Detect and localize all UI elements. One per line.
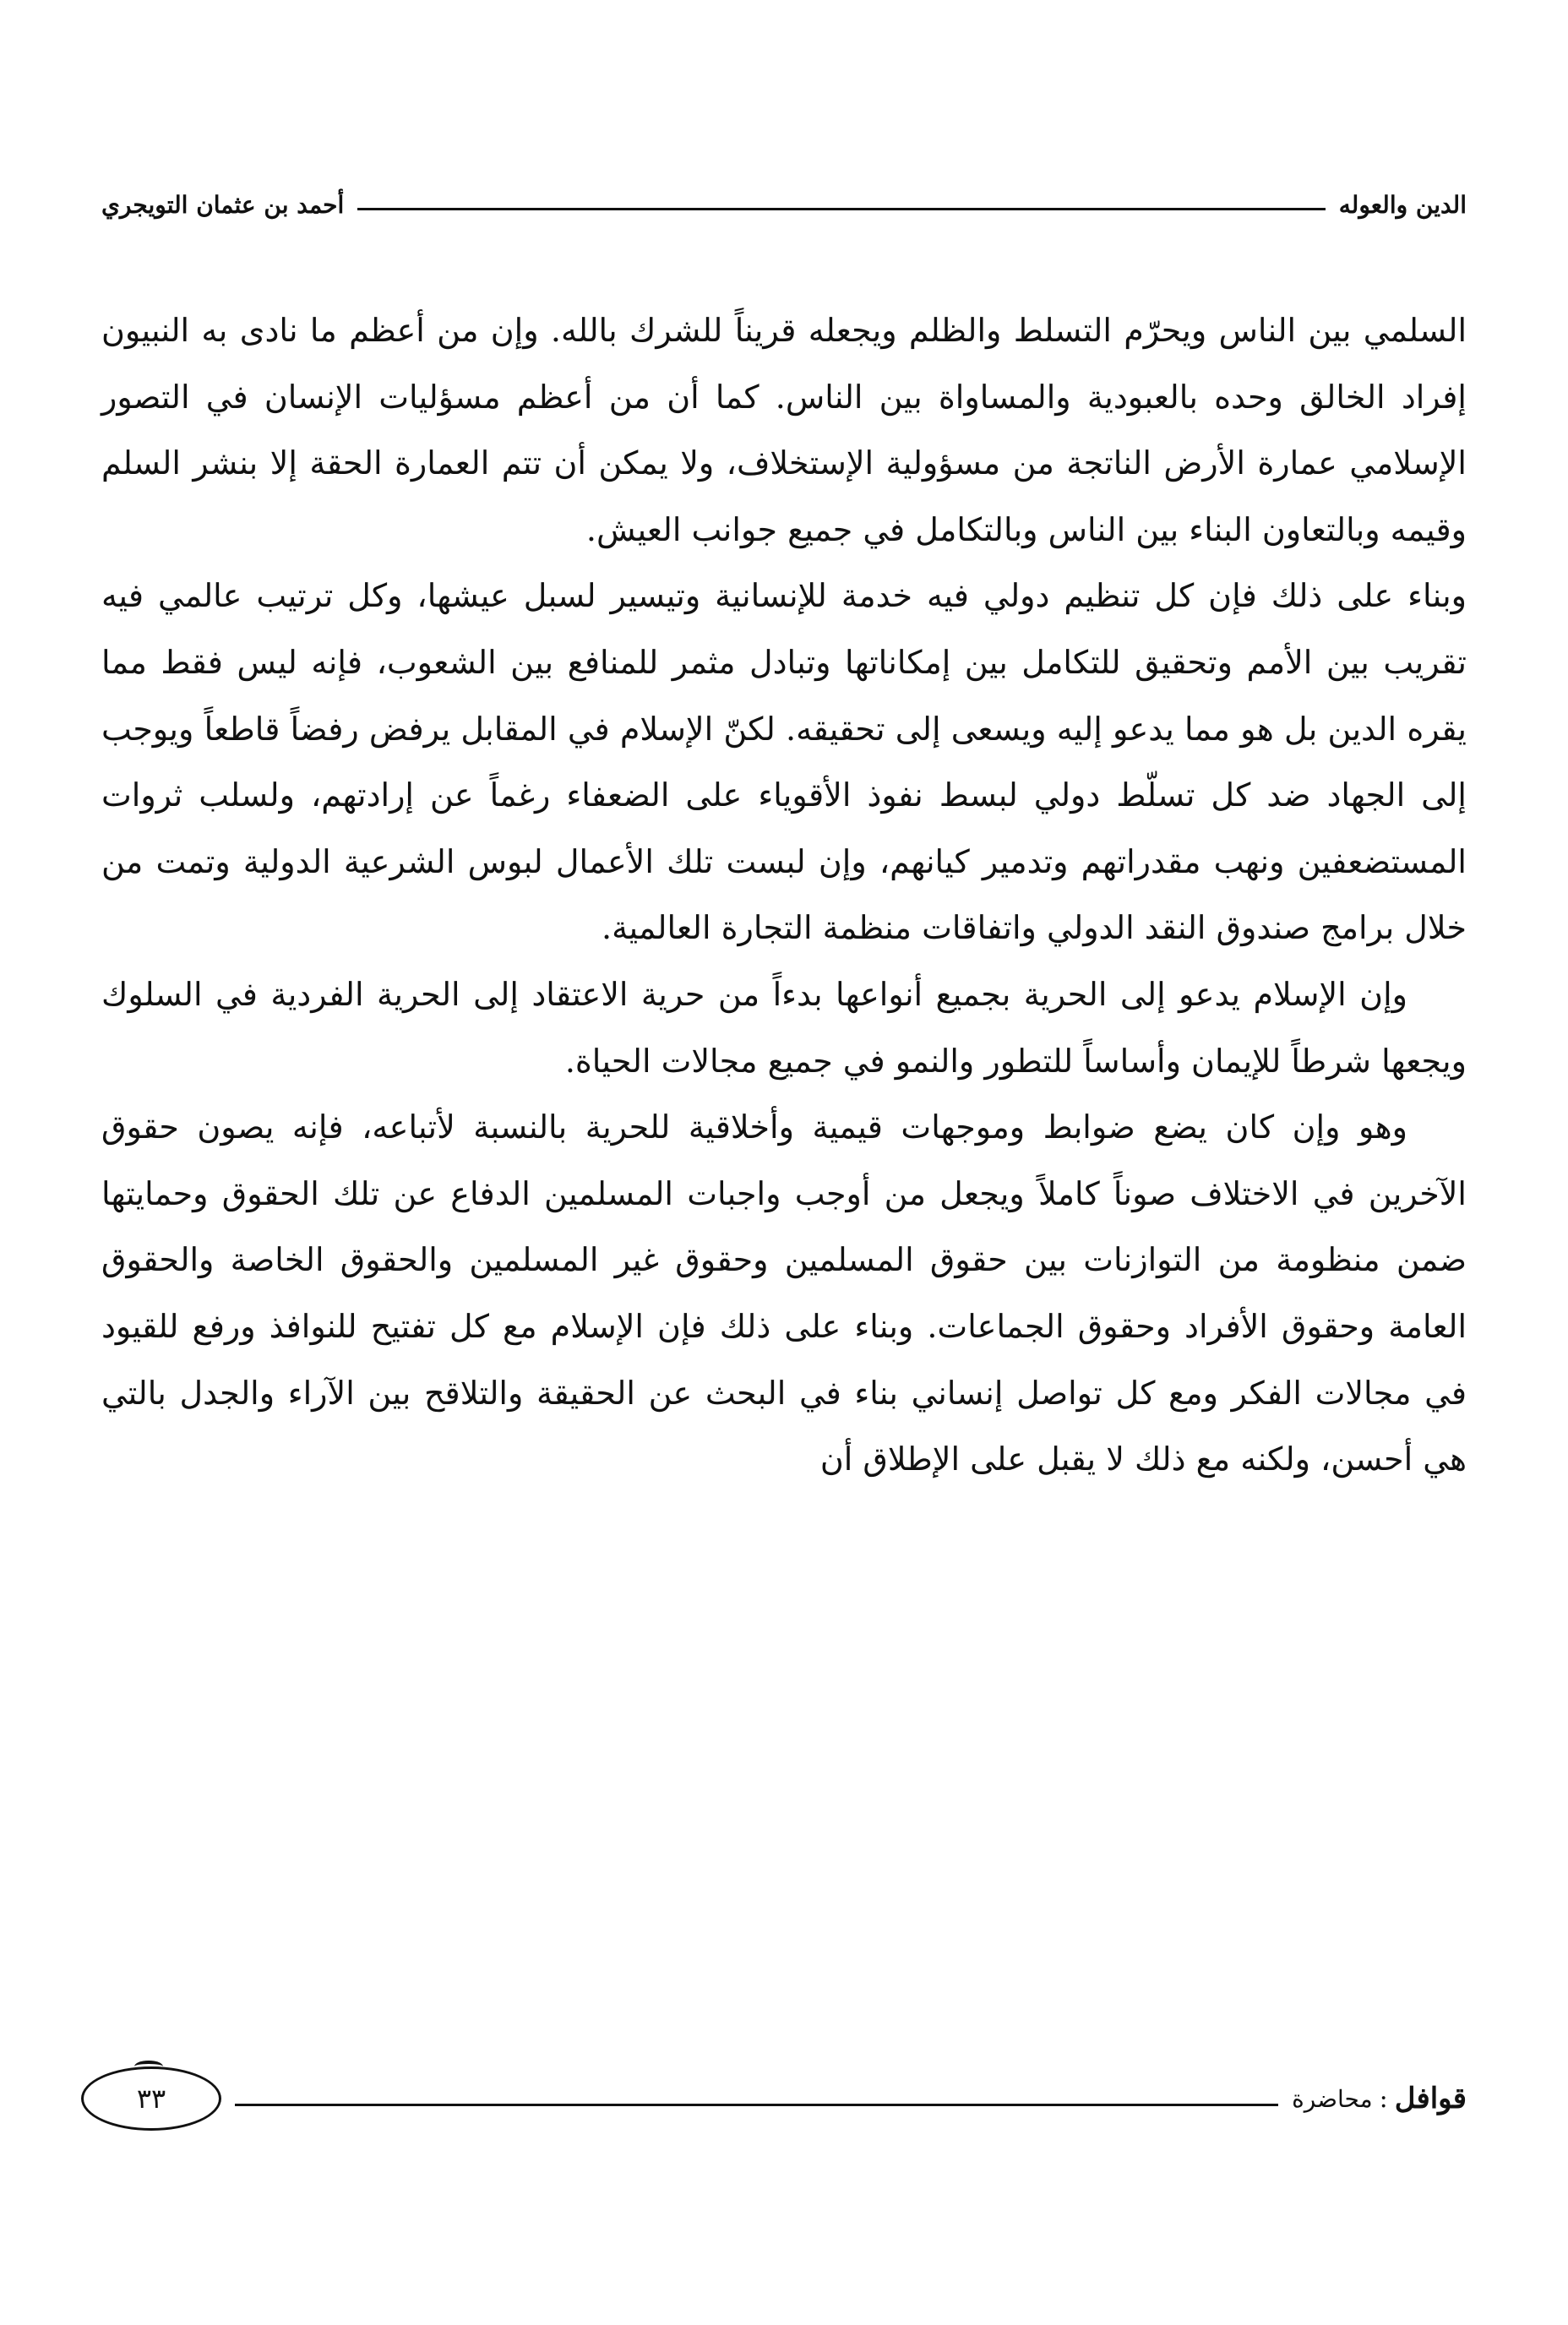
page-number: ٣٣ <box>136 2083 166 2115</box>
paragraph-2: وبناء على ذلك فإن كل تنظيم دولي فيه خدمة للإنسانية وتيسير لسبل عيشها، وكل ترتيب عالمي فيه تقريب بين الأمم وتحقيق للتكامل بين إمكاناتها وتبادل مثمر للمنافع بين الشعوب، فإنه ليس فقط مما يقره الدين بل هو مما يدعو إليه ويسعى إلى تحقيقه. لكنّ الإسلام في المقابل يرفض رفضاً قاطعاً ويوجب إلى الجهاد ضد كل تسلّط دولي لبسط نفوذ الأقوياء على الضعفاء رغماً عن إرادتهم، ولسلب ثروات المستضعفين ونهب مقدراتهم وتدمير كيانهم، وإن لبست تلك الأعمال لبوس الشرعية الدولية وتمت من خلال برامج صندوق النقد الدولي واتفاقات منظمة التجارة العالمية. <box>101 577 1467 947</box>
header-author: أحمد بن عثمان التويجري <box>101 190 345 219</box>
paragraph-4: وهو وإن كان يضع ضوابط وموجهات قيمية وأخلاقية للحرية بالنسبة لأتباعه، فإنه يصون حقوق الآخرين في الاختلاف صوناً كاملاً ويجعل من أوجب واجبات المسلمين الدفاع عن تلك الحقوق وحمايتها ضمن منظومة من التوازنات بين حقوق المسلمين وحقوق غير المسلمين والحقوق الخاصة والحقوق العامة وحقوق الأفراد وحقوق الجماعات. وبناء على ذلك فإن الإسلام مع كل تفتيح للنوافذ ورفع للقيود في مجالات الفكر ومع كل تواصل إنساني بناء في البحث عن الحقيقة والتلاقح بين الآراء والجدل بالتي هي أحسن، ولكنه مع ذلك لا يقبل على الإطلاق أن <box>101 1108 1467 1478</box>
footer-separator: : <box>1379 2083 1388 2114</box>
page-number-badge <box>81 2066 221 2131</box>
footer-document-kind: محاضرة <box>1292 2084 1373 2113</box>
paragraph-3: وإن الإسلام يدعو إلى الحرية بجميع أنواعها بدءاً من حرية الاعتقاد إلى الحرية الفردية في السلوك ويجعها شرطاً للإيمان وأساساً للتطور والنمو في جميع مجالات الحياة. <box>101 975 1467 1080</box>
paragraph-1: السلمي بين الناس ويحرّم التسلط والظلم ويجعله قريناً للشرك بالله. وإن من أعظم ما نادى به النبيون إفراد الخالق وحده بالعبودية والمساواة بين الناس. كما أن من أعظم مسؤليات الإنسان في التصور الإسلامي عمارة الأرض الناتجة من مسؤولية الإستخلاف، ولا يمكن أن تتم العمارة الحقة إلا بنشر السلم وقيمه وبالتعاون البناء بين الناس وبالتكامل في جميع جوانب العيش. <box>101 312 1467 548</box>
footer-series-name: قوافل <box>1394 2082 1467 2115</box>
page-footer <box>81 2065 1467 2132</box>
running-header <box>101 179 1467 230</box>
body-text <box>101 297 1467 1493</box>
header-rule <box>357 208 1326 210</box>
header-book-title: الدين والعوله <box>1338 190 1467 219</box>
footer-rule <box>235 2104 1278 2106</box>
